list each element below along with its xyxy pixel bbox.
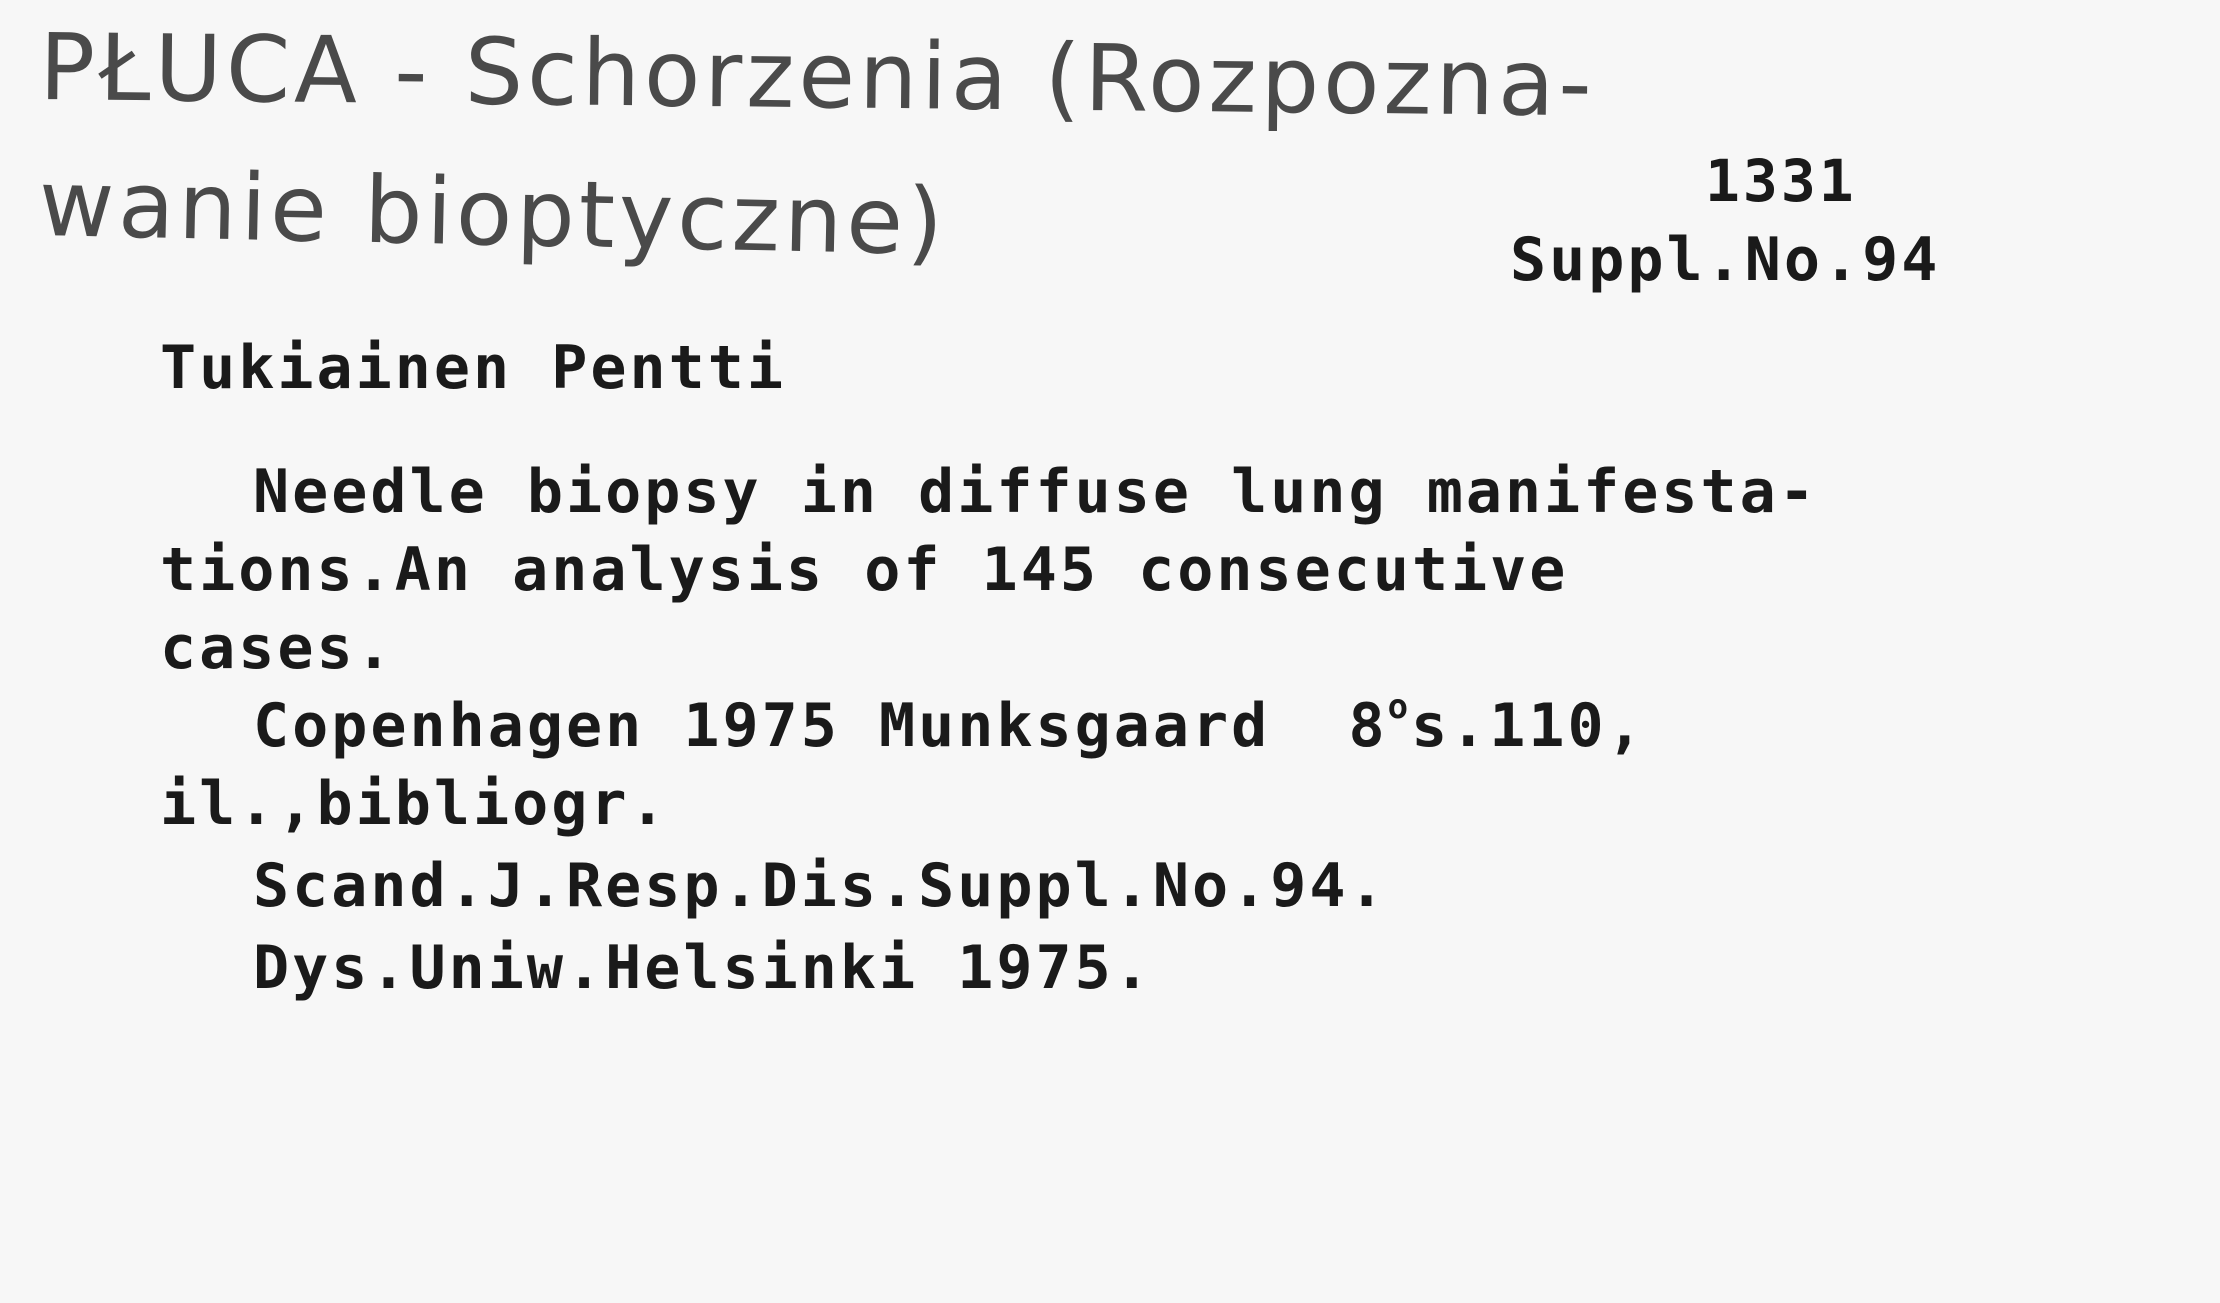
imprint-pages: s.110, <box>1411 691 1646 761</box>
imprint-line-1 <box>253 687 1646 761</box>
title-line-2: tions.An analysis of 145 consecutive <box>160 535 1569 605</box>
title-line-3: cases. <box>160 613 395 683</box>
subject-heading-line-2: wanie bioptyczne) <box>37 150 948 276</box>
thesis-note: Dys.Uniw.Helsinki 1975. <box>253 933 1153 1003</box>
series-note: Scand.J.Resp.Dis.Suppl.No.94. <box>253 851 1388 921</box>
subject-heading-line-1: PŁUCA - Schorzenia (Rozpozna- <box>38 14 1597 138</box>
author-name: Tukiainen Pentti <box>160 333 786 403</box>
format-superscript: o <box>1387 687 1412 727</box>
series-reference: Suppl.No.94 <box>1510 225 1941 295</box>
imprint-line-2: il.,bibliogr. <box>160 769 669 839</box>
call-number: 1331 <box>1705 147 1857 215</box>
imprint-place-publisher: Copenhagen 1975 Munksgaard 8 <box>253 691 1388 761</box>
title-line-1: Needle biopsy in diffuse lung manifesta- <box>253 457 1818 527</box>
